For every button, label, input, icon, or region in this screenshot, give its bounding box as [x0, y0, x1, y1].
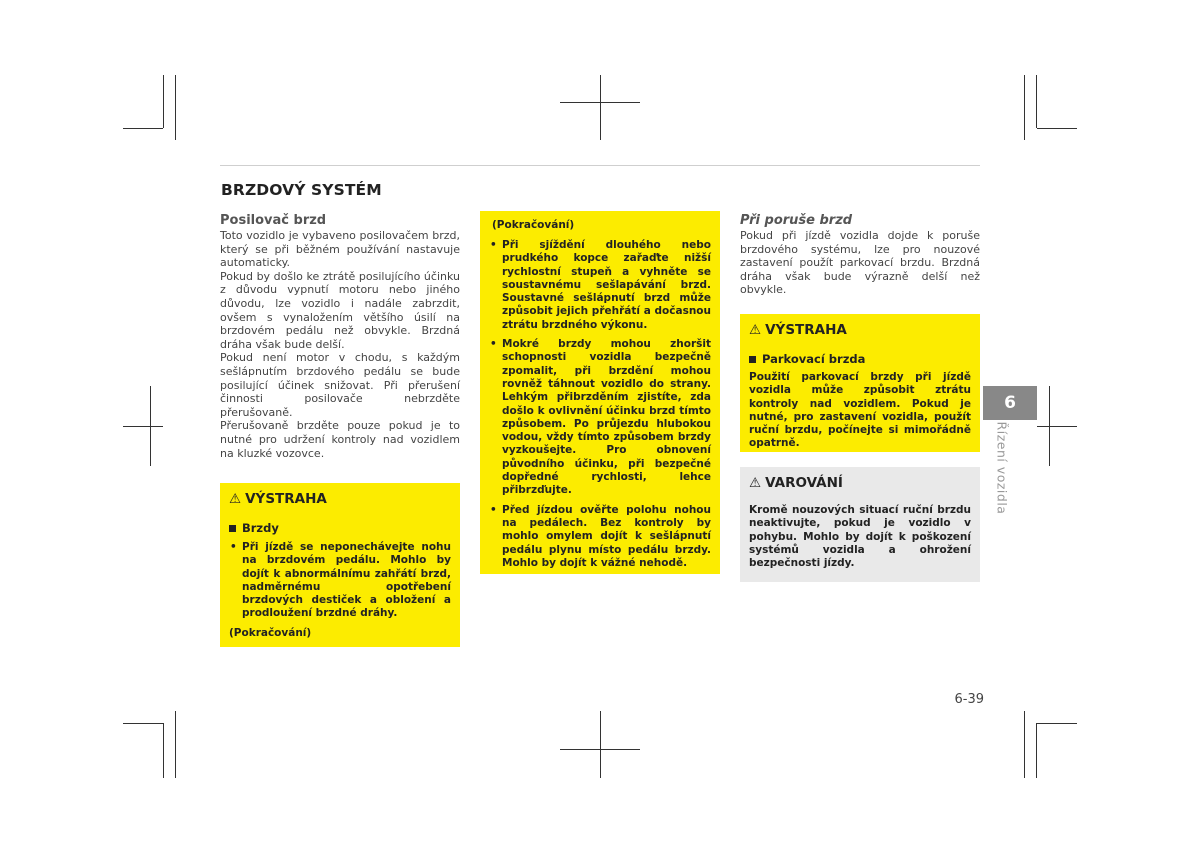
paragraph: Pokud při jízdě vozidla dojde k poruše brzdového systému, lze pro nouzové zastavení použít parkovací brzdu. Brzdná dráha však bude výrazně delší než obvykle. — [740, 229, 980, 297]
warning-box-parking-brake — [740, 314, 980, 452]
warning-subtitle-text: Brzdy — [242, 521, 279, 535]
warning-item: • Při sjíždění dlouhého nebo prudkého kopce zařaďte nižší rychlostní stupeň a vyhněte se soustavnému sešlapávání brzd. Soustavné sešlápnutí brzd může způsobit jejich přehřátí a dočasnou ztrátu brzdného výkonu. — [489, 239, 711, 332]
square-bullet-icon — [749, 356, 756, 363]
warning-box-continued — [480, 211, 720, 574]
top-rule — [220, 165, 980, 166]
warning-item: • Při jízdě se neponechávejte nohu na brzdovém pedálu. Mohlo by dojít k abnormálnímu zahřátí brzd, nadměrnému opotřebení brzdových destiček a obložení a prodloužení brzdné dráhy. — [229, 541, 451, 621]
continued-label: (Pokračování) — [229, 626, 312, 639]
caution-title-text: VAROVÁNÍ — [765, 475, 843, 491]
warning-triangle-icon: ⚠ — [229, 491, 242, 507]
caution-box — [740, 467, 980, 582]
warning-text: Použití parkovací brzdy při jízdě vozidla může způsobit ztrátu kontroly nad vozidlem. Pokud je nutné, pro zastavení vozidla, použít ruční brzdu, počínejte si mimořádně opatrně. — [749, 371, 971, 450]
warning-item: • Mokré brzdy mohou zhoršit schopnosti vozidla bezpečně zpomalit, při brzdění mohou rovněž táhnout vozidlo do strany. Lehkým přibrzděním zjistíte, zda došlo k ovlivnění účinku brzd tímto způsobem. Po průjezdu hlubokou vodou, vždy tímto způsobem brzdy vyzkoušejte. Pro obnovení původního účinku, při bezpečné dopředné rychlosti, lehce přibrzďujte. — [489, 338, 711, 498]
paragraph: Toto vozidlo je vybaveno posilovačem brzd, který se při běžném používání nastavuje automaticky. — [220, 229, 460, 270]
warning-text — [489, 239, 711, 570]
continued-label: (Pokračování) — [492, 219, 575, 231]
warning-box-brakes — [220, 483, 460, 647]
page-number: 6-39 — [954, 692, 984, 707]
warning-title-text: VÝSTRAHA — [765, 322, 847, 338]
warning-item: • Před jízdou ověřte polohu nohou na pedálech. Bez kontroly by mohlo omylem dojít k sešlápnutí pedálu plynu místo pedálu brzdy. Mohlo by dojít k vážné nehodě. — [489, 504, 711, 570]
square-bullet-icon — [229, 525, 236, 532]
body-text — [220, 229, 460, 460]
warning-subtitle-text: Parkovací brzda — [762, 352, 866, 366]
paragraph: Pokud není motor v chodu, s každým sešlápnutím brzdového pedálu se bude posilující účinek snižovat. Při přerušení činnosti posilovače nebrzděte přerušovaně. — [220, 351, 460, 419]
paragraph: Přerušovaně brzděte pouze pokud je to nutné pro udržení kontroly nad vozidlem na kluzké vozovce. — [220, 419, 460, 460]
chapter-tab: 6 — [983, 386, 1037, 420]
column-3 — [740, 213, 980, 297]
chapter-title: Řízení vozidla — [994, 421, 1010, 515]
caution-text: Kromě nouzových situací ruční brzdu neaktivujte, pokud je vozidlo v pohybu. Mohlo by dojít k poškození systémů vozidla a ohrožení bezpečnosti jízdy. — [749, 504, 971, 570]
subheading-brake-failure: Při poruše brzd — [740, 213, 853, 228]
body-text — [740, 229, 980, 297]
warning-triangle-icon: ⚠ — [749, 322, 762, 338]
warning-title — [749, 322, 971, 338]
warning-title-text: VÝSTRAHA — [245, 491, 327, 507]
caution-title — [749, 475, 971, 491]
section-title: BRZDOVÝ SYSTÉM — [221, 181, 382, 199]
warning-subtitle — [749, 352, 971, 366]
paragraph: Pokud by došlo ke ztrátě posilujícího účinku z důvodu vypnutí motoru nebo jiného důvodu, lze vozidlo i nadále zabrzdit, ovšem s vynaložením většího úsilí na brzdovém pedálu než obvykle. Brzdná dráha však bude delší. — [220, 269, 460, 351]
warning-text — [229, 541, 451, 621]
subheading-brake-booster: Posilovač brzd — [220, 213, 327, 228]
warning-title — [229, 491, 451, 507]
column-1 — [220, 213, 460, 460]
warning-subtitle — [229, 521, 451, 535]
caution-triangle-icon: ⚠ — [749, 475, 762, 491]
